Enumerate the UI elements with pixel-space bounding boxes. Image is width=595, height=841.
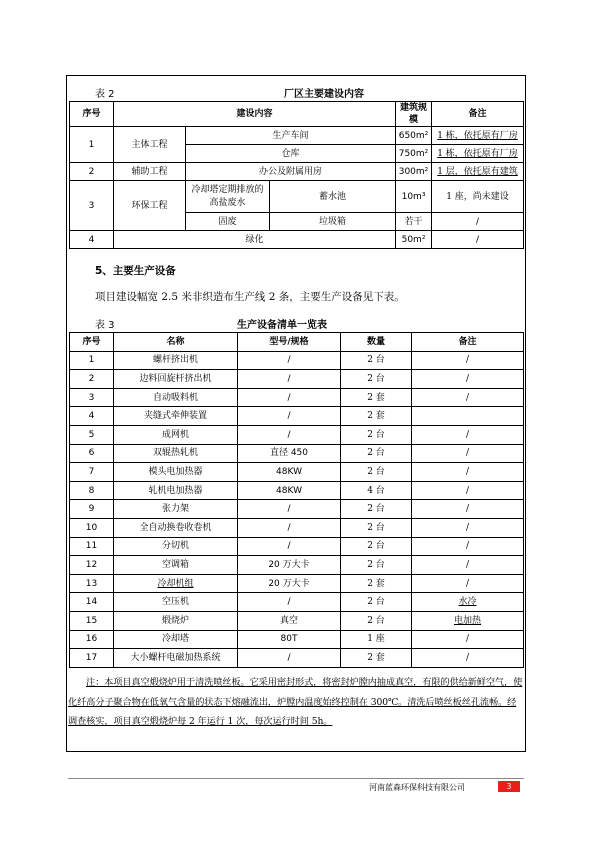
t2-remark: 1 座，尚未建设 — [432, 181, 524, 213]
t3-name: 边料回旋杆挤出机 — [114, 370, 238, 389]
t3-no: 8 — [70, 481, 114, 500]
table-row — [70, 649, 524, 668]
t2-header-content: 建设内容 — [114, 102, 396, 127]
t3-no: 16 — [70, 630, 114, 649]
t2-header-scale: 建筑规模 — [396, 102, 432, 127]
t3-model: 真空 — [238, 611, 341, 630]
t2-item: 办公及附属用房 — [186, 163, 396, 181]
t3-model: / — [238, 370, 341, 389]
footer-divider — [68, 778, 524, 779]
t2-item: 绿化 — [114, 231, 396, 249]
t3-no: 11 — [70, 537, 114, 556]
t3-remark: / — [412, 537, 524, 556]
t3-name: 成网机 — [114, 425, 238, 444]
t3-name: 分切机 — [114, 537, 238, 556]
t3-remark: / — [412, 370, 524, 389]
footer-company: 河南蓝森环保科技有限公司 — [369, 783, 465, 792]
t2-no: 4 — [70, 231, 114, 249]
t2-remark: 1 层，依托原有建筑 — [432, 163, 524, 181]
t3-name: 冷却塔 — [114, 630, 238, 649]
table-row — [70, 500, 524, 519]
t3-no: 9 — [70, 500, 114, 519]
t3-qty: 2 台 — [341, 444, 412, 463]
t2-subitem: 垃圾箱 — [270, 213, 396, 231]
table-row — [70, 425, 524, 444]
t3-qty: 2 台 — [341, 370, 412, 389]
t3-qty: 2 台 — [341, 556, 412, 575]
t3-remark: / — [412, 518, 524, 537]
table2-title: 厂区主要建设内容 — [284, 89, 364, 100]
t2-header-remark: 备注 — [432, 102, 524, 127]
t3-model: / — [238, 351, 341, 370]
t3-no: 7 — [70, 463, 114, 482]
t3-name: 双辊热轧机 — [114, 444, 238, 463]
t3-no: 5 — [70, 425, 114, 444]
t3-no: 4 — [70, 407, 114, 426]
t3-qty: 4 台 — [341, 481, 412, 500]
t2-header-no: 序号 — [70, 102, 114, 127]
t2-group: 主体工程 — [114, 127, 186, 163]
t3-header-remark: 备注 — [412, 333, 524, 352]
t3-qty: 2 台 — [341, 593, 412, 612]
table-row — [70, 611, 524, 630]
table-row — [70, 593, 524, 612]
t2-subitem: 蓄水池 — [270, 181, 396, 213]
t3-header-qty: 数量 — [341, 333, 412, 352]
t2-no: 3 — [70, 181, 114, 231]
t2-remark: 1 栋，依托原有厂房 — [432, 145, 524, 163]
t3-remark: 电加热 — [412, 611, 524, 630]
t3-name: 夹缝式牵伸装置 — [114, 407, 238, 426]
t3-model: / — [238, 388, 341, 407]
t3-name: 模头电加热器 — [114, 463, 238, 482]
section-heading: 5、主要生产设备 — [95, 265, 176, 277]
t3-no: 1 — [70, 351, 114, 370]
t2-no: 2 — [70, 163, 114, 181]
table-row — [70, 351, 524, 370]
section-paragraph: 项目建设幅宽 2.5 米非织造布生产线 2 条，主要生产设备见下表。 — [95, 291, 405, 303]
t3-qty: 2 台 — [341, 537, 412, 556]
t2-no: 1 — [70, 127, 114, 163]
t3-qty: 2 台 — [341, 500, 412, 519]
table2-label: 表 2 — [95, 89, 115, 100]
t3-name: 煅烧炉 — [114, 611, 238, 630]
table3 — [69, 332, 524, 668]
t2-scale: 10m³ — [396, 181, 432, 213]
t3-no: 6 — [70, 444, 114, 463]
t3-header-model: 型号/规格 — [238, 333, 341, 352]
t2-scale: 750m² — [396, 145, 432, 163]
t3-model: 48KW — [238, 481, 341, 500]
table2 — [69, 101, 524, 249]
t3-remark: / — [412, 388, 524, 407]
t2-scale: 若干 — [396, 213, 432, 231]
t3-model: / — [238, 425, 341, 444]
t3-name: 空调箱 — [114, 556, 238, 575]
t3-no: 10 — [70, 518, 114, 537]
t3-no: 12 — [70, 556, 114, 575]
t3-no: 14 — [70, 593, 114, 612]
t3-model: / — [238, 649, 341, 668]
t3-name: 空压机 — [114, 593, 238, 612]
t2-remark: / — [432, 213, 524, 231]
t3-model: 20 万大卡 — [238, 574, 341, 593]
t2-scale: 650m² — [396, 127, 432, 145]
t2-item: 仓库 — [186, 145, 396, 163]
t3-header-name: 名称 — [114, 333, 238, 352]
t3-model: / — [238, 537, 341, 556]
t3-name: 张力架 — [114, 500, 238, 519]
table3-note-text: 注：本项目真空煅烧炉用于清洗喷丝板。它采用密封形式，将密封炉膛内抽成真空，有限的供给新鲜空气，使化纤高分子聚合物在低氧气含量的状态下熔融流出，炉膛内温度始终控制在 300℃。清洗后喷丝板丝孔流畅。经调查核实，项目真空煅烧炉每 2 年运行 1 次，每次运行时间 5h。 — [68, 677, 523, 727]
t3-name: 螺杆挤出机 — [114, 351, 238, 370]
t3-qty: 2 台 — [341, 463, 412, 482]
t3-header-no: 序号 — [70, 333, 114, 352]
t2-item: 冷却塔定期排放的高盐废水 — [186, 181, 270, 213]
t3-qty: 2 套 — [341, 649, 412, 668]
t3-remark: 水冷 — [412, 593, 524, 612]
t3-name: 轧机电加热器 — [114, 481, 238, 500]
t3-name: 自动吸料机 — [114, 388, 238, 407]
table-row — [70, 481, 524, 500]
t3-qty: 2 套 — [341, 407, 412, 426]
t3-no: 15 — [70, 611, 114, 630]
t3-remark: / — [412, 630, 524, 649]
table-row — [70, 444, 524, 463]
t2-item: 生产车间 — [186, 127, 396, 145]
t3-model: / — [238, 593, 341, 612]
t2-scale: 300m² — [396, 163, 432, 181]
t3-model: 48KW — [238, 463, 341, 482]
t3-remark: / — [412, 556, 524, 575]
t3-qty: 2 套 — [341, 574, 412, 593]
table-row — [70, 537, 524, 556]
t3-remark: / — [412, 574, 524, 593]
t3-remark: / — [412, 444, 524, 463]
t2-scale: 50m² — [396, 231, 432, 249]
t2-group: 辅助工程 — [114, 163, 186, 181]
table-row — [70, 463, 524, 482]
t3-no: 17 — [70, 649, 114, 668]
t3-remark: / — [412, 500, 524, 519]
t2-remark: 1 栋，依托原有厂房 — [432, 127, 524, 145]
t3-no: 2 — [70, 370, 114, 389]
table-row — [70, 630, 524, 649]
table3-title: 生产设备清单一览表 — [237, 320, 327, 331]
t2-remark: / — [432, 231, 524, 249]
t3-model: 直径 450 — [238, 444, 341, 463]
t3-qty: 2 台 — [341, 518, 412, 537]
t3-name: 全自动换卷收卷机 — [114, 518, 238, 537]
t3-no: 3 — [70, 388, 114, 407]
t3-no: 13 — [70, 574, 114, 593]
t3-qty: 2 台 — [341, 425, 412, 444]
page-number: 3 — [498, 781, 520, 792]
t3-qty: 2 套 — [341, 388, 412, 407]
t2-group: 环保工程 — [114, 181, 186, 231]
table-row — [70, 574, 524, 593]
t3-name: 大小螺杆电磁加热系统 — [114, 649, 238, 668]
t3-model: / — [238, 407, 341, 426]
t3-model: 80T — [238, 630, 341, 649]
t3-name: 冷却机组 — [114, 574, 238, 593]
t3-remark: / — [412, 463, 524, 482]
t3-remark: / — [412, 649, 524, 668]
t3-remark: / — [412, 351, 524, 370]
t3-remark — [412, 407, 524, 426]
t3-qty: 2 台 — [341, 611, 412, 630]
table-row — [70, 518, 524, 537]
table-row — [70, 556, 524, 575]
t3-model: / — [238, 500, 341, 519]
table3-label: 表 3 — [95, 320, 115, 331]
table3-note — [68, 673, 524, 732]
t3-qty: 1 座 — [341, 630, 412, 649]
table-row — [70, 388, 524, 407]
t2-item: 固废 — [186, 213, 270, 231]
table-row — [70, 407, 524, 426]
t3-remark: / — [412, 481, 524, 500]
t3-model: 20 万大卡 — [238, 556, 341, 575]
t3-model: / — [238, 518, 341, 537]
t3-qty: 2 台 — [341, 351, 412, 370]
table-row — [70, 370, 524, 389]
t3-remark: / — [412, 425, 524, 444]
